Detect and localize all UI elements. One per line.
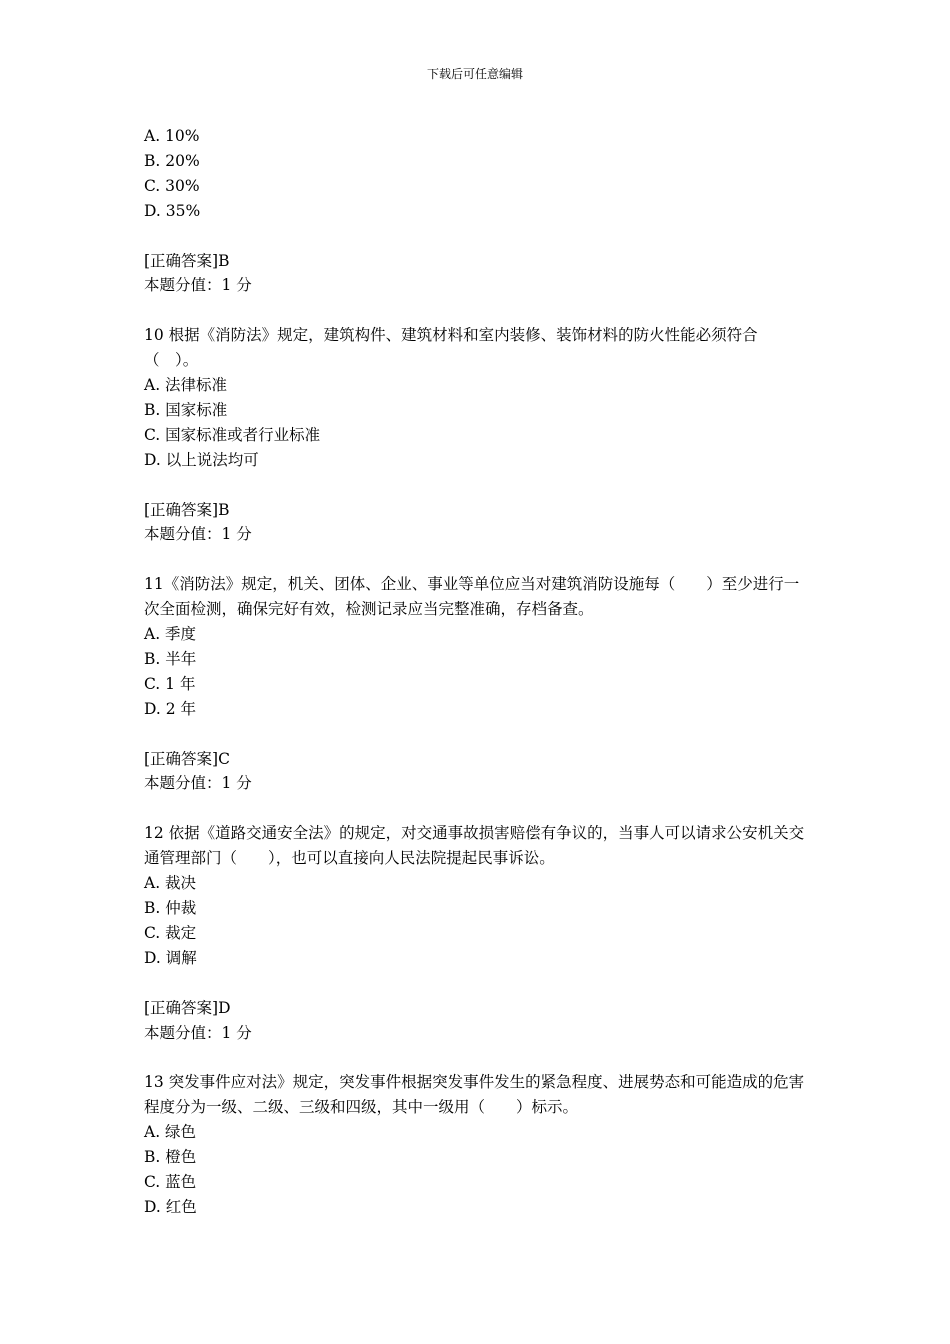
option-d: D. 以上说法均可 — [144, 450, 259, 469]
option-b: B. 半年 — [144, 649, 197, 668]
option-a: A. 法律标准 — [144, 376, 228, 395]
option-b: B. 国家标准 — [144, 400, 228, 419]
spacer — [144, 473, 808, 498]
question-score: 本题分值：1 分 — [144, 1023, 252, 1042]
question-score: 本题分值：1 分 — [144, 276, 252, 295]
question-stem: 10 根据《消防法》规定，建筑构件、建筑材料和室内装修、装饰材料的防火性能必须符合（ ）。 — [144, 326, 758, 370]
correct-answer: [正确答案]B — [144, 251, 230, 270]
question-10 — [144, 323, 808, 572]
option-d: D. 35% — [144, 201, 201, 220]
correct-answer: [正确答案]B — [144, 500, 230, 519]
option-c: C. 裁定 — [144, 923, 197, 942]
option-b: B. 仲裁 — [144, 899, 197, 917]
spacer — [144, 547, 808, 572]
option-d: D. 红色 — [144, 1197, 197, 1216]
question-score: 本题分值：1 分 — [144, 525, 252, 544]
question-13 — [144, 1070, 808, 1219]
option-b: B. 橙色 — [144, 1148, 197, 1167]
document-body — [144, 124, 808, 1220]
spacer — [144, 722, 808, 747]
question-12 — [144, 821, 808, 1070]
option-a: A. 裁决 — [144, 874, 197, 893]
correct-answer: [正确答案]D — [144, 998, 231, 1017]
question-stem: 12 依据《道路交通安全法》的规定，对交通事故损害赔偿有争议的，当事人可以请求公安机关交通管理部门（ ），也可以直接向人民法院提起民事诉讼。 — [144, 824, 805, 868]
question-stem: 13 突发事件应对法》规定，突发事件根据突发事件发生的紧急程度、进展势态和可能造成的危害程度分为一级、二级、三级和四级，其中一级用（ ）标示。 — [144, 1073, 805, 1117]
option-b: B. 20% — [144, 151, 200, 170]
option-c: C. 1 年 — [144, 674, 196, 693]
option-c: C. 蓝色 — [144, 1172, 197, 1191]
option-a: A. 绿色 — [144, 1123, 197, 1142]
option-c: C. 国家标准或者行业标准 — [144, 425, 321, 444]
spacer — [144, 1045, 808, 1070]
question-11 — [144, 572, 808, 821]
question-stem: 11《消防法》规定，机关、团体、企业、事业等单位应当对建筑消防设施每（ ）至少进行一次全面检测，确保完好有效，检测记录应当完整准确，存档备查。 — [144, 575, 800, 619]
option-a: A. 季度 — [144, 625, 197, 644]
option-a: A. 10% — [144, 127, 200, 145]
question-9-continued — [144, 124, 808, 323]
option-d: D. 调解 — [144, 948, 197, 967]
spacer — [144, 298, 808, 323]
option-c: C. 30% — [144, 176, 200, 195]
question-score: 本题分值：1 分 — [144, 774, 252, 793]
option-d: D. 2 年 — [144, 699, 197, 718]
spacer — [144, 796, 808, 821]
page-header: 下载后可任意编辑 — [426, 67, 523, 81]
spacer — [144, 971, 808, 996]
correct-answer: [正确答案]C — [144, 749, 230, 768]
spacer — [144, 224, 808, 249]
